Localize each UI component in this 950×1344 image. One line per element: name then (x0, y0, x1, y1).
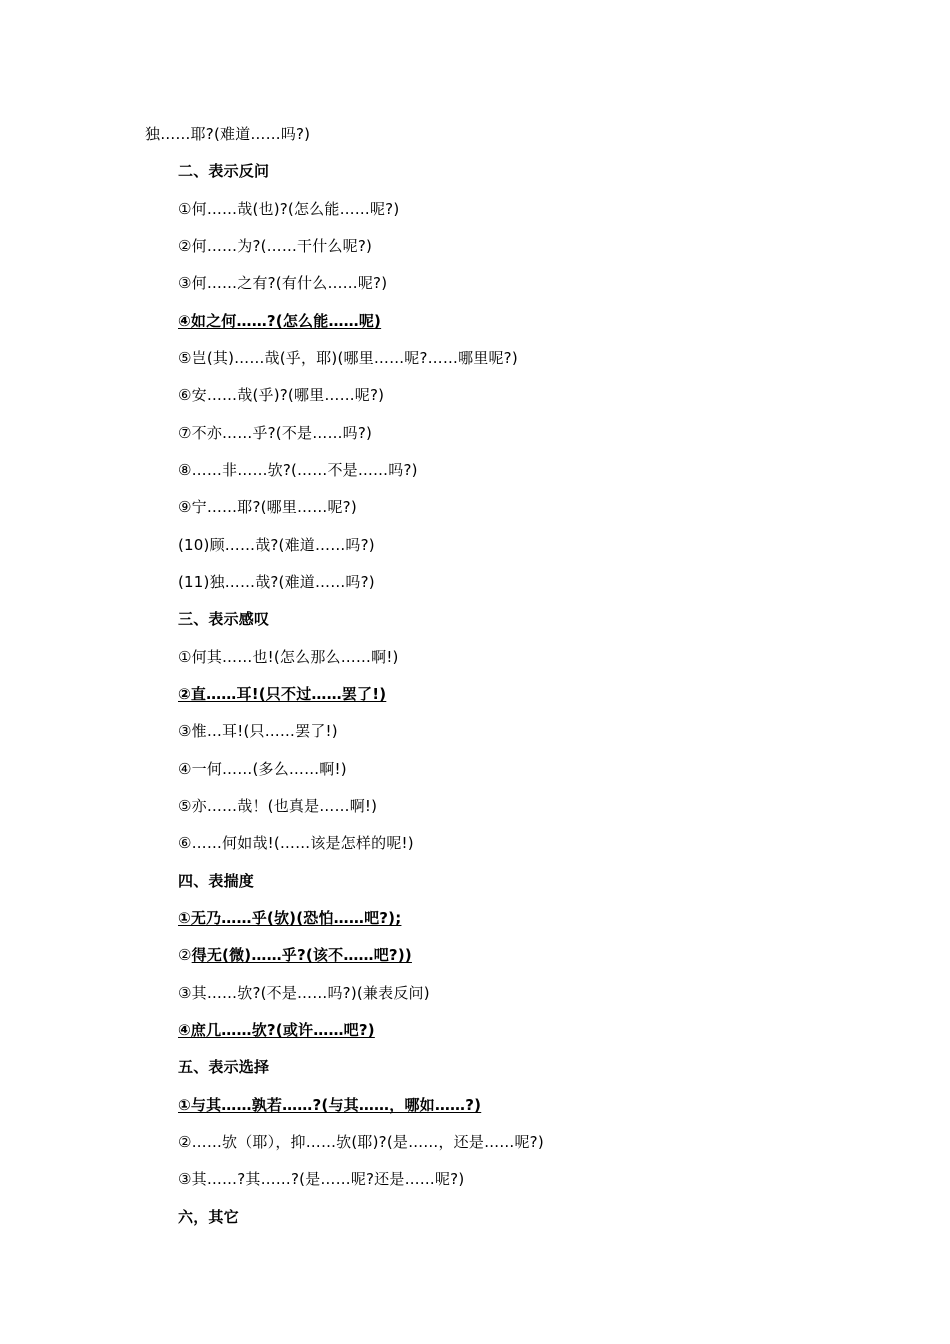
emphasized-line: ①无乃……乎(欤)(恐怕……吧?); (178, 909, 402, 927)
text-line: ②何……为?(……干什么呢?) (178, 237, 373, 255)
text-line: (11)独……哉?(难道……吗?) (178, 573, 375, 591)
emphasized-line: ②直……耳!(只不过……罢了!) (178, 685, 387, 703)
text-line: ⑥安……哉(乎)?(哪里……呢?) (178, 386, 385, 404)
text-line: 独……耶?(难道……吗?) (145, 125, 311, 143)
text-line: ⑨宁……耶?(哪里……呢?) (178, 498, 357, 516)
emphasized-line-group (178, 945, 412, 965)
text-line: ⑧……非……欤?(……不是……吗?) (178, 461, 418, 479)
text-line: ①何其……也!(怎么那么……啊!) (178, 648, 399, 666)
text-line: ⑤亦……哉！(也真是……啊!) (178, 797, 378, 815)
emphasized-line: ①与其……孰若……?(与其……，哪如……?) (178, 1096, 482, 1114)
section-heading: 五、表示选择 (178, 1058, 270, 1076)
text-line: ③惟…耳!(只……罢了!) (178, 722, 338, 740)
text-line: ③其……欤?(不是……吗?)(兼表反问) (178, 984, 430, 1002)
section-heading: 六，其它 (178, 1208, 239, 1226)
text-line: ⑤岂(其)……哉(乎，耶)(哪里……呢?……哪里呢?) (178, 349, 518, 367)
text-line: ⑥……何如哉!(……该是怎样的呢!) (178, 834, 414, 852)
text-line: ④一何……(多么……啊!) (178, 760, 347, 778)
emphasized-line: ④如之何……?(怎么能……呢) (178, 312, 382, 330)
text-line: ①何……哉(也)?(怎么能……呢?) (178, 200, 400, 218)
text-line: ③何……之有?(有什么……呢?) (178, 274, 388, 292)
text-line: ⑦不亦……乎?(不是……吗?) (178, 424, 373, 442)
emphasized-text: 得无(微)……乎?(该不……吧?)) (191, 946, 412, 964)
section-heading: 二、表示反问 (178, 162, 270, 180)
section-heading: 四、表揣度 (178, 872, 255, 890)
text-line: ②……欤（耶），抑……欤(耶)?(是……，还是……呢?) (178, 1133, 544, 1151)
list-marker: ② (178, 946, 192, 964)
emphasized-line: ④庶几……欤?(或许……吧?) (178, 1021, 375, 1039)
text-line: ③其……?其……?(是……呢?还是……呢?) (178, 1170, 465, 1188)
section-heading: 三、表示感叹 (178, 610, 270, 628)
text-line: (10)顾……哉?(难道……吗?) (178, 536, 375, 554)
